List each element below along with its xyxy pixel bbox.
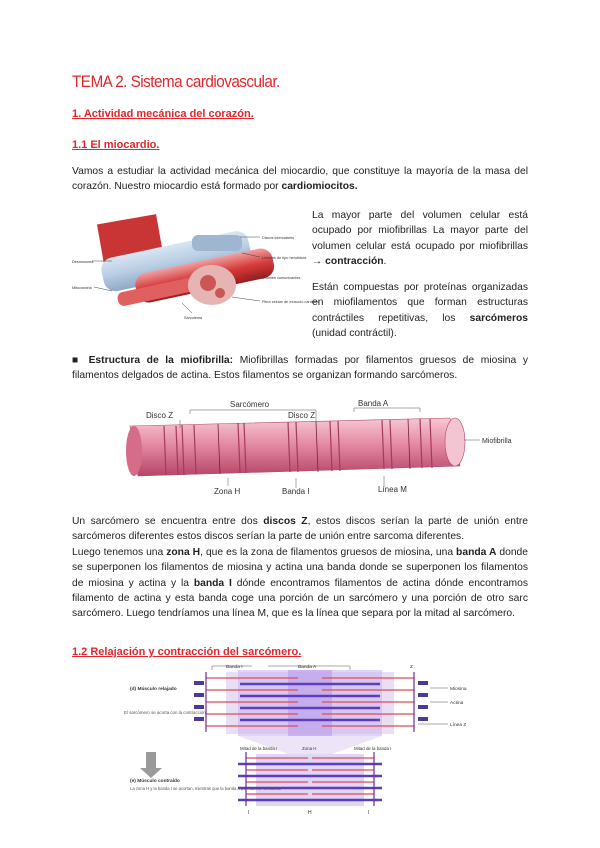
side-paragraph-1 <box>312 208 528 270</box>
page-title: TEMA 2. Sistema cardiovascular. <box>72 72 280 91</box>
sarc-t6: dónde encontramos filamentos de actina dónde encontramos filamento de actina y esta banda coge una porción de un sarcómero y una porción de otro sarc sarcómero. Luego tendríamos una línea M, que es la línea que separa por la mitad al sarcómero. <box>72 577 529 620</box>
fig3-label-i-right: I <box>368 810 370 816</box>
fig2-label-miofibrilla: Miofibrilla <box>482 438 512 445</box>
fig3-label-actina: Actina <box>450 701 464 706</box>
section-heading-1-1: 1.1 El miocardio. <box>72 139 160 151</box>
side2-text: Están compuestas por proteínas organizadas en miofilamentos que forman estructuras contráctiles repetitivas, los <box>312 282 528 324</box>
fig3-label-relajado: (d) Músculo relajado <box>130 687 177 692</box>
structure-bullet: ■ <box>72 355 89 366</box>
sarcomere-contraction-figure <box>118 664 483 816</box>
side1-text: La mayor parte del volumen celular está ocupado por miofibrillas La mayor parte del volumen celular está ocupado por miofibrillas <box>312 210 528 252</box>
fig3-label-banda-a: Banda A <box>298 665 317 670</box>
side1-arrow: → <box>312 256 326 268</box>
sarc-b1: discos Z <box>263 516 308 527</box>
fig3-label-zona-h: Zona H <box>302 746 317 751</box>
intro-text: Vamos a estudiar la actividad mecánica del miocardio, que constituye la mayoría de la masa del corazón. Nuestro miocardio está formado por <box>72 166 528 193</box>
sarc-t1: Un sarcómero se encuentra entre dos <box>72 516 264 527</box>
sarc-t5: donde se superponen los filamentos de miosina y actina una banda donde se superponen los filamentos de miosina y actina y la <box>72 546 529 589</box>
fig3-label-contraido-desc: La zona H y la banda I se acortan, mientras que la banda A permanece constante <box>130 786 282 791</box>
sarcomere-paragraph <box>72 514 528 622</box>
fig3-label-i-left: I <box>248 810 250 816</box>
fig3-label-mitad-right: Mitad de la banda I <box>354 746 392 751</box>
fig2-label-linea-m: Línea M <box>378 485 407 494</box>
side2-end: (unidad contráctil). <box>312 328 397 340</box>
label-uniones: Uniones de tipo hendidura <box>262 256 307 260</box>
sarc-t4: , que es la zona de filamentos gruesos de miosina, una <box>200 546 457 558</box>
label-sarcolema: Sarcolema <box>184 316 203 320</box>
sarc-t2: , estos discos serían la parte de unión entre sarcómeros diferentes estos discos serían la parte de unión entre sarcoma diferentes. <box>72 516 529 543</box>
fig3-label-h: H <box>308 810 312 816</box>
fig2-label-disco-z-left: Disco Z <box>146 411 174 420</box>
sarc-b2: zona H <box>166 546 201 558</box>
sarc-t3: Luego tenemos una <box>72 546 167 558</box>
label-mitocondria: Mitocondria <box>72 286 92 290</box>
fig2-label-banda-a: Banda A <box>358 399 389 408</box>
sarc-b4: banda I <box>193 577 232 589</box>
fig3-label-z: Z <box>410 665 413 670</box>
fig2-label-banda-i: Banda I <box>282 487 310 496</box>
fig3-label-linea-z: Línea Z <box>450 723 467 728</box>
section-heading-1: 1. Actividad mecánica del corazón. <box>72 108 254 120</box>
side-paragraph-2 <box>312 280 528 342</box>
label-comunicantes: Uniones comunicantes <box>262 276 301 280</box>
side2-bold: sarcómeros <box>469 312 528 324</box>
structure-bold: Estructura de la miofibrilla: <box>88 355 234 366</box>
myofibril-figure <box>120 396 520 496</box>
fig3-label-contraido: (e) Músculo contraído <box>130 779 180 784</box>
fig3-label-acorta: El sarcómero se acorta con la contracción <box>124 710 206 715</box>
fig3-label-banda-i: Banda I <box>226 665 243 670</box>
side1-bold: contracción <box>325 256 384 268</box>
fig2-label-sarcomero: Sarcómero <box>230 400 270 409</box>
label-desmosoma: Desmosoma <box>72 260 94 264</box>
side1-end: . <box>383 256 387 268</box>
section-heading-1-2: 1.2 Relajación y contracción del sarcómero. <box>72 646 302 658</box>
intro-bold: cardiomiocitos. <box>281 181 358 193</box>
intro-paragraph <box>72 164 528 195</box>
cardiac-muscle-figure <box>72 205 319 325</box>
structure-text: Miofibrillas formadas por filamentos gruesos de miosina y filamentos delgados de actina. Estos filamentos se organizan formando sarcómeros. <box>72 355 528 382</box>
fig3-label-miosina: Miosina <box>450 687 467 692</box>
label-fibra: Fibra celular de músculo cardíaco <box>262 300 319 304</box>
fig3-label-mitad-left: Mitad de la banda I <box>240 746 278 751</box>
sarc-b3: banda A <box>456 546 497 558</box>
structure-paragraph <box>72 353 528 384</box>
fig2-label-disco-z-right: Disco Z <box>288 411 316 420</box>
label-discos: Discos intercalares <box>262 236 295 240</box>
fig2-label-zona-h: Zona H <box>214 487 241 496</box>
